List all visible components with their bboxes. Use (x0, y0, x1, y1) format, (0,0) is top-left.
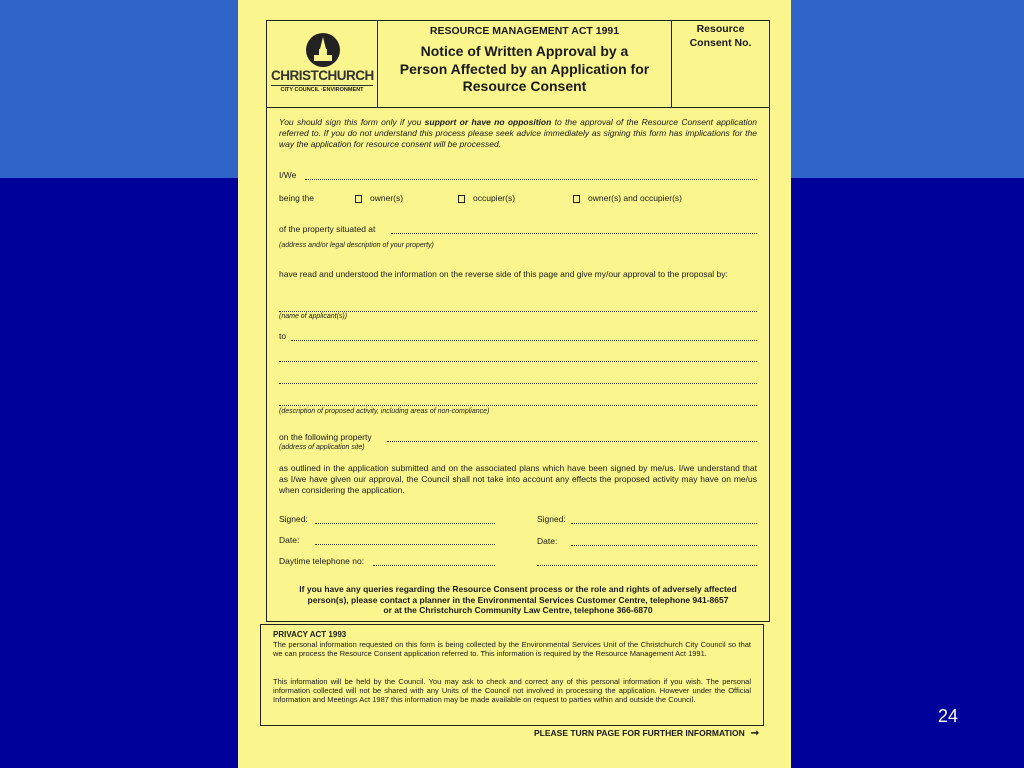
privacy-paragraph: This information will be held by the Council. You may ask to check and correct any of this personal information if you wish. The personal information collected will not be shared with any Units of the Council not involved in processing the application. However under the Official Information and Meetings Act 1987 this information may be made available on request to parties within and outside the Council. (273, 677, 751, 704)
privacy-paragraph: The personal information requested on this form is being collected by the Environmental Services Unit of the Christchurch City Council so that we can process the Resource Consent application referred to. This information is required by the Resource Management Act 1991. (273, 640, 751, 658)
telephone-field[interactable] (373, 565, 495, 566)
applicant-hint: (name of applicant(s)) (279, 313, 348, 320)
title-line: Resource Consent (462, 78, 587, 94)
activity-field[interactable] (279, 361, 757, 362)
slide-number: 24 (938, 706, 959, 726)
site-field[interactable] (387, 441, 757, 442)
activity-hint: (description of proposed activity, including areas of non-compliance) (279, 408, 490, 415)
telephone-label: Daytime telephone no: (279, 556, 365, 566)
cathedral-icon (306, 33, 340, 67)
intro-part: to the approval of the Resource Consent application referred to. If you do not understand this process please seek advice immediately as signing this form has implications for the way the application for resource consent will be processed. (279, 117, 757, 149)
approval-text: have read and understood the information on the reverse side of this page and give my/our approval to the proposal by: (279, 269, 728, 279)
date-label: Date: (279, 535, 300, 545)
signed-label: Signed: (279, 514, 308, 524)
logo-subtitle: CITY COUNCIL ·ENVIRONMENT (271, 85, 373, 93)
title-line: Notice of Written Approval by a (420, 43, 629, 59)
iwe-label: I/We (279, 170, 297, 180)
signature-field[interactable] (315, 523, 495, 524)
applicant-field[interactable] (279, 311, 757, 312)
form-frame (266, 20, 770, 622)
option-label: occupier(s) (473, 193, 516, 203)
telephone-field[interactable] (537, 565, 757, 566)
consent-label: Consent No. (689, 36, 752, 49)
signed-label: Signed: (537, 514, 566, 524)
logo-name: CHRISTCHURCH (271, 68, 374, 83)
turn-page-note (534, 728, 759, 739)
being-the-label: being the (279, 193, 314, 203)
intro-text (279, 117, 757, 150)
date-field[interactable] (315, 544, 495, 545)
privacy-box (260, 624, 764, 726)
option-label: owner(s) (370, 193, 404, 203)
property-hint: (address and/or legal description of your property) (279, 242, 434, 249)
form-title-block (378, 21, 672, 107)
checkbox-icon[interactable] (458, 195, 465, 203)
consent-number-box (672, 21, 769, 109)
property-field[interactable] (391, 233, 757, 234)
date-label: Date: (537, 536, 558, 546)
queries-notice (267, 584, 769, 616)
checkbox-icon[interactable] (573, 195, 580, 203)
checkbox-icon[interactable] (355, 195, 362, 203)
notice-line: or at the Christchurch Community Law Centre, telephone 366-6870 (383, 605, 653, 615)
property-label: of the property situated at (279, 224, 376, 234)
form-title (378, 43, 671, 96)
form-page (238, 0, 791, 768)
site-label: on the following property (279, 432, 372, 442)
form-header (267, 21, 769, 108)
consent-label: Resource (696, 23, 745, 35)
outlined-text: as outlined in the application submitted and on the associated plans which have been signed by me/us. I/we understand that as I/we have given our approval, the Council shall not take into account any effects the proposed activity may have on me/us when considering the application. (279, 463, 757, 495)
privacy-title: PRIVACY ACT 1993 (273, 630, 347, 639)
intro-part: You should sign this form only if you (279, 117, 425, 127)
activity-field[interactable] (291, 340, 757, 341)
title-line: Person Affected by an Application for (399, 60, 650, 77)
notice-line: If you have any queries regarding the Resource Consent process or the role and rights of adversely affected (299, 584, 737, 594)
option-label: owner(s) and occupier(s) (588, 193, 683, 203)
intro-bold: support or have no opposition (424, 117, 552, 127)
signature-field[interactable] (571, 523, 757, 524)
act-heading: RESOURCE MANAGEMENT ACT 1991 (429, 25, 620, 37)
notice-line: person(s), please contact a planner in the Environmental Services Customer Centre, telephone 941-8657 (307, 594, 729, 605)
arrow-right-icon: ➞ (750, 728, 760, 739)
turn-page-text: PLEASE TURN PAGE FOR FURTHER INFORMATION (534, 728, 745, 738)
name-field[interactable] (305, 179, 757, 180)
date-field[interactable] (571, 545, 757, 546)
owner-occupier-option[interactable] (573, 193, 682, 204)
council-logo (267, 21, 378, 107)
site-hint: (address of application site) (279, 444, 365, 451)
to-label: to (279, 331, 287, 341)
occupier-option[interactable] (458, 193, 515, 204)
activity-field[interactable] (279, 383, 757, 384)
owner-option[interactable] (355, 193, 403, 204)
